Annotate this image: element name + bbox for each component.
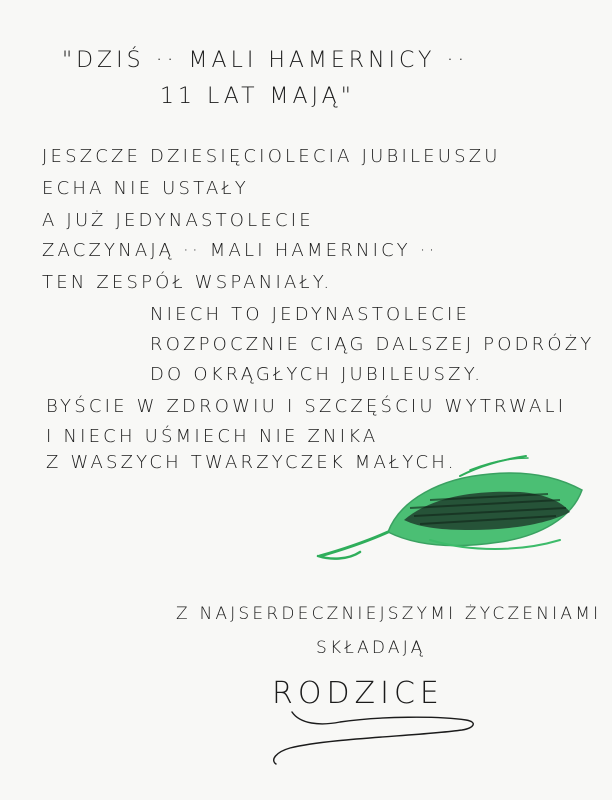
closing-verb: SKŁADAJĄ — [316, 638, 426, 658]
poem-line-2: ECHA NIE USTAŁY — [42, 178, 250, 199]
poem-line-8: DO OKRĄGŁYCH JUBILEUSZY. — [150, 364, 484, 385]
title-line-1: "DZIŚ ·· MALI HAMERNICY ·· — [62, 48, 469, 73]
poem-line-10: I NIECH UŚMIECH NIE ZNIKA — [46, 426, 379, 447]
poem-line-5: TEN ZESPÓŁ WSPANIAŁY. — [42, 272, 333, 293]
poem-line-7: ROZPOCZNIE CIĄG DALSZEJ PODRÓŻY — [150, 334, 595, 355]
poem-line-6: NIECH TO JEDYNASTOLECIE — [150, 304, 471, 325]
title-line-2: 11 LAT MAJĄ" — [160, 84, 355, 109]
closing-wishes: Z NAJSERDECZNIEJSZYMI ŻYCZENIAMI — [176, 604, 602, 624]
poem-line-9: BYŚCIE W ZDROWIU I SZCZĘŚCIU WYTRWALI — [46, 396, 567, 417]
signature: RODZICE — [272, 676, 444, 711]
poem-line-1: JESZCZE DZIESIĘCIOLECIA JUBILEUSZU — [42, 146, 501, 167]
poem-line-4: ZACZYNAJĄ ·· MALI HAMERNICY ·· — [42, 240, 438, 261]
poem-line-11: Z WASZYCH TWARZYCZEK MAŁYCH. — [46, 452, 457, 473]
poem-line-3: A JUŻ JEDYNASTOLECIE — [42, 210, 314, 231]
